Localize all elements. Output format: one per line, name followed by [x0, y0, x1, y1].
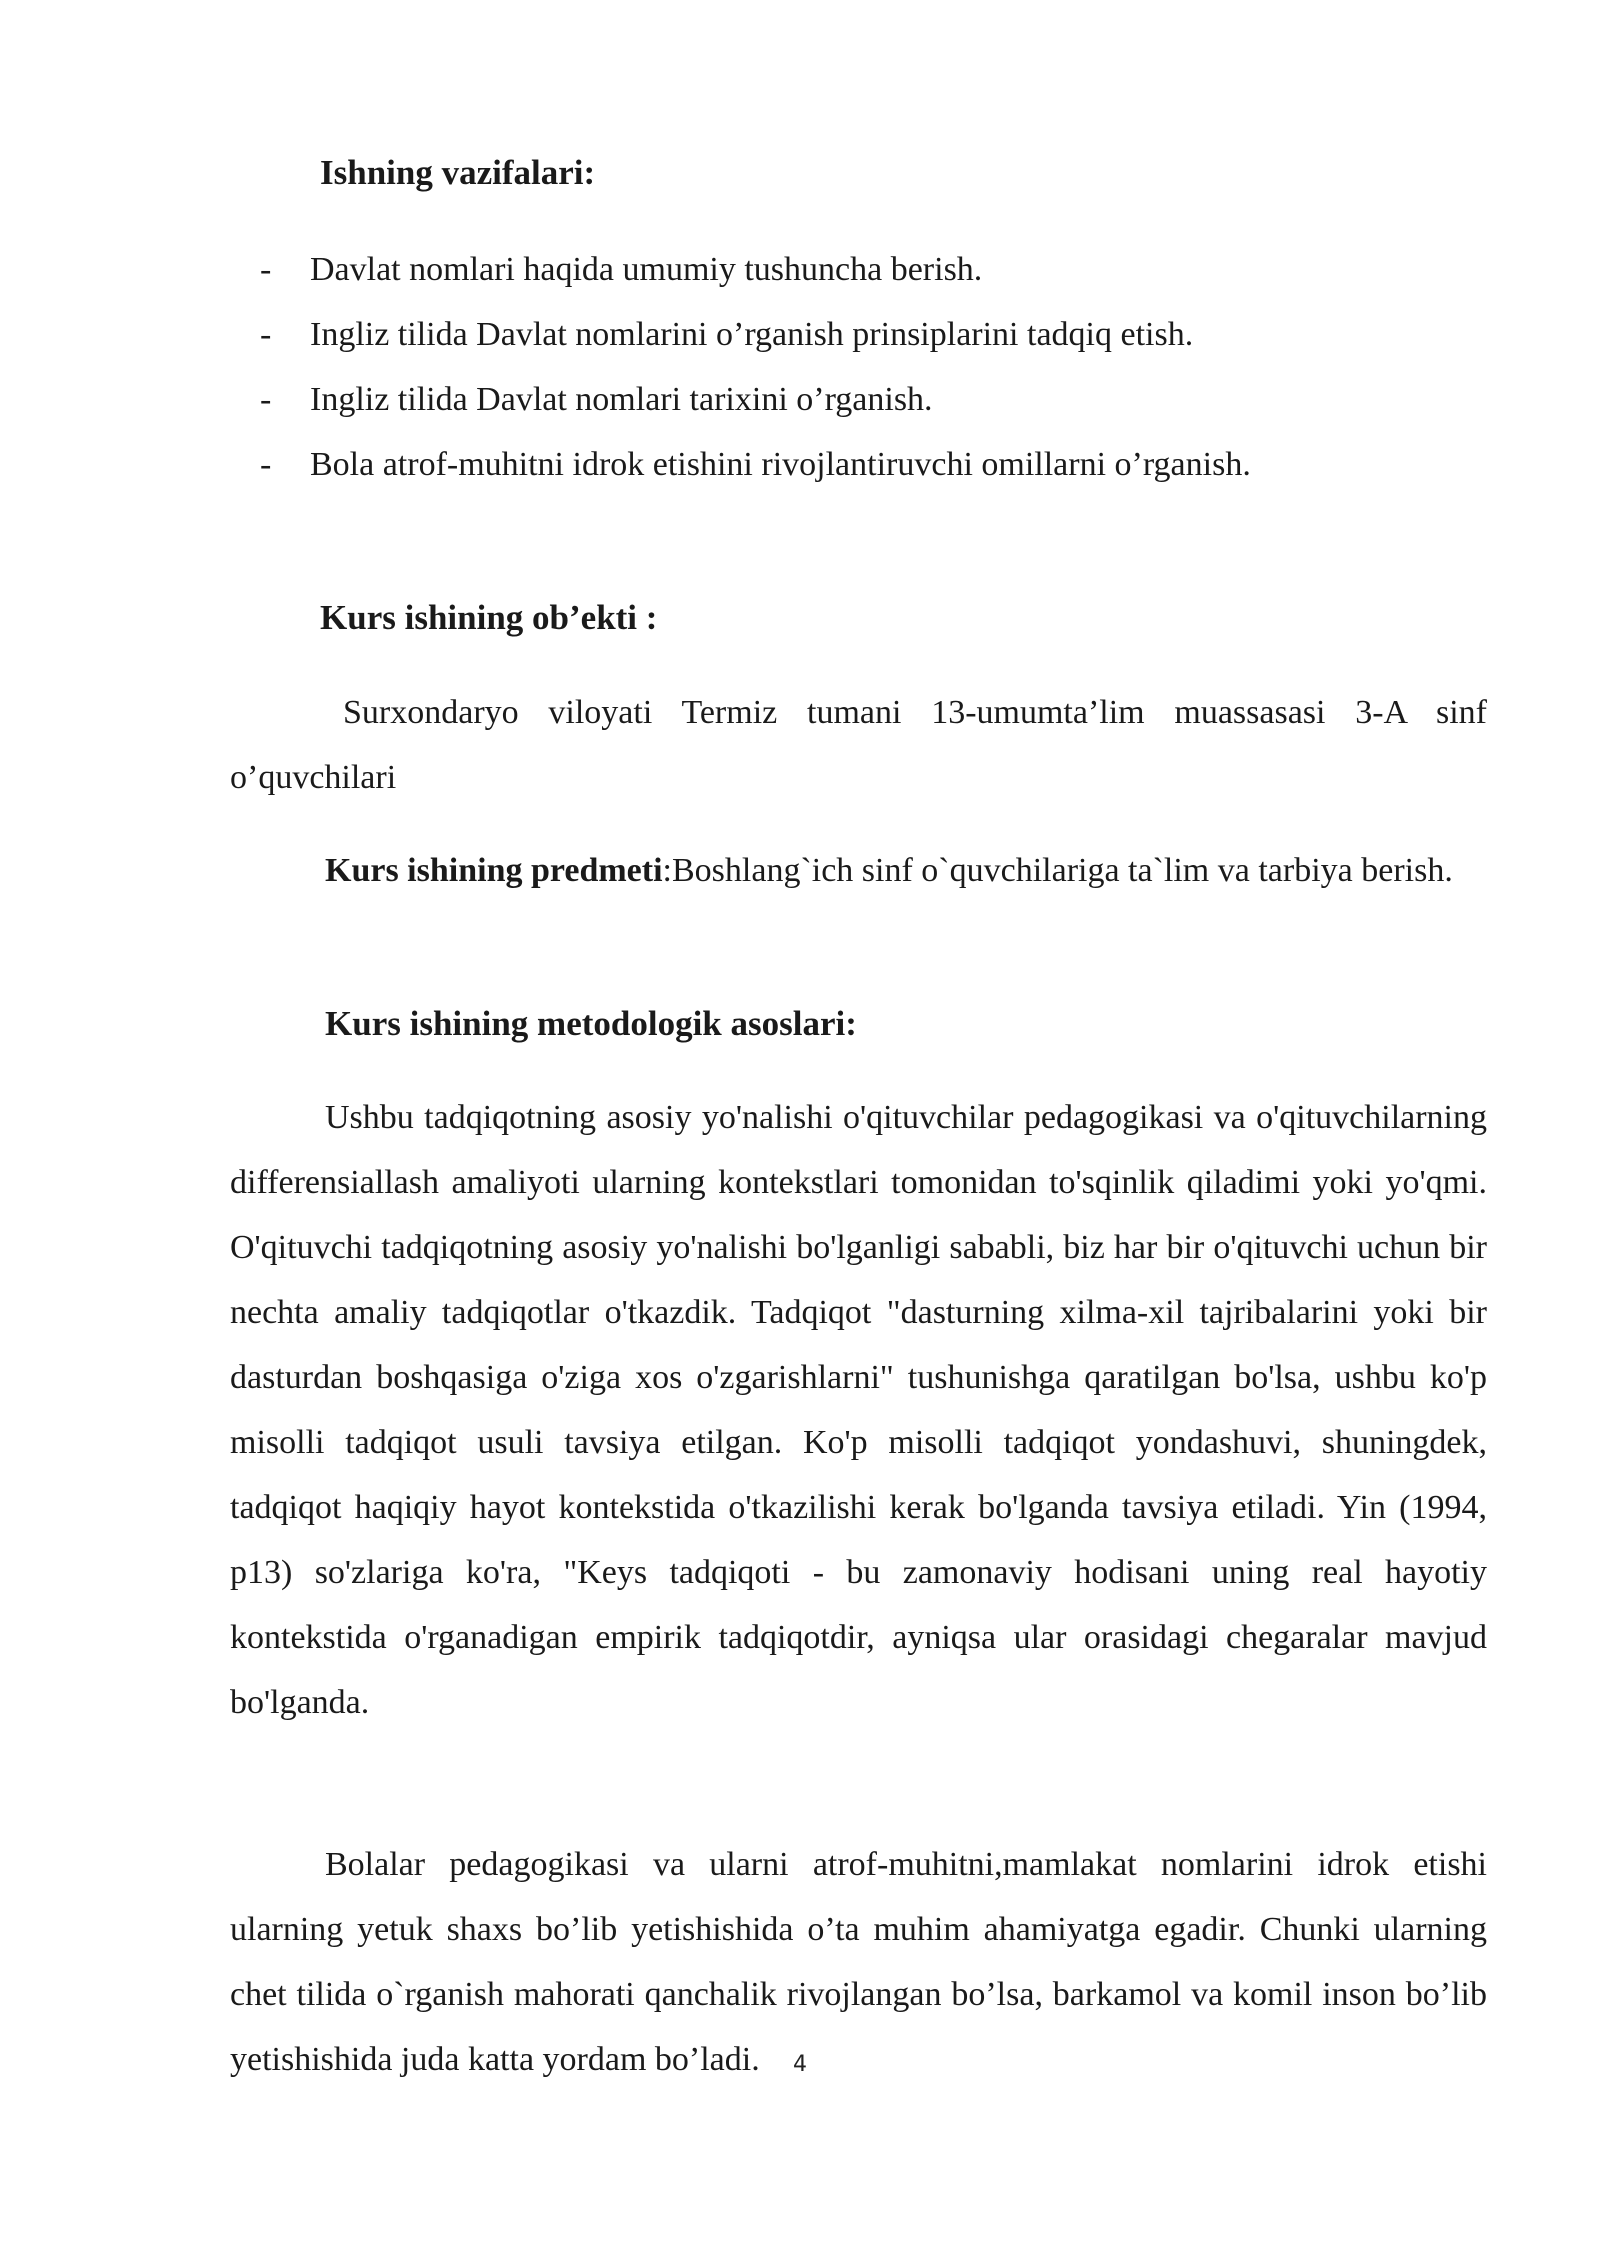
methodology-paragraph-1: Ushbu tadqiqotning asosiy yo'nalishi o'qituvchilar pedagogikasi va o'qituvchilarning differensiallash amaliyoti ularning kontekstlari tomonidan to'sqinlik qiladimi yoki yo'qmi. O'qituvchi tadqiqotning asosiy yo'nalishi bo'lganligi sababli, biz har bir o'qituvchi uchun bir nechta amaliy tadqiqotlar o'tkazdik. Tadqiqot "dasturning xilma-xil tajribalarini yoki bir dasturdan boshqasiga o'ziga xos o'zgarishlarni" tushunishga qaratilgan bo'lsa, ushbu ko'p misolli tadqiqot usuli tavsiya etilgan. Ko'p misolli tadqiqot yondashuvi, shuningdek, tadqiqot haqiqiy hayot kontekstida o'tkazilishi kerak bo'lganda tavsiya etiladi. Yin (1994, p13) so'zlariga ko'ra, "Keys tadqiqoti - bu zamonaviy hodisani uning real hayotiy kontekstida o'rganadigan empirik tadqiqotdir, ayniqsa ular orasidagi chegaralar mavjud bo'lganda.: [230, 1099, 1487, 1721]
bullet-dash: -: [260, 316, 272, 353]
page-number: 4: [793, 2052, 807, 2077]
subject-label: Kurs ishining predmeti: [325, 852, 663, 889]
bullet-dash: -: [260, 446, 272, 483]
subject-paragraph: [230, 838, 1487, 903]
tasks-list: [260, 245, 1510, 505]
bullet-dash: -: [260, 251, 272, 288]
object-text: Surxondaryo viloyati Termiz tumani 13-umumta’lim muassasasi 3-A sinf o’quvchilari: [230, 694, 1487, 796]
list-item: [260, 440, 1510, 505]
methodology-heading: Kurs ishining metodologik asoslari:: [325, 1004, 857, 1043]
bullet-dash: -: [260, 381, 272, 418]
list-item: [260, 375, 1510, 440]
task-text: Ingliz tilida Davlat nomlari tarixini o’rganish.: [310, 381, 933, 418]
task-text: Bola atrof-muhitni idrok etishini rivojlantiruvchi omillarni o’rganish.: [310, 446, 1251, 483]
methodology-paragraph-2: Bolalar pedagogikasi va ularni atrof-muhitni,mamlakat nomlarini idrok etishi ularning yetuk shaxs bo’lib yetishishida o’ta muhim ahamiyatga egadir. Chunki ularning chet tilida o`rganish mahorati qanchalik rivojlangan bo’lsa, barkamol va komil inson bo’lib yetishishida juda katta yordam bo’ladi.: [230, 1846, 1487, 2078]
task-text: Davlat nomlari haqida umumiy tushuncha berish.: [310, 251, 983, 288]
list-item: [260, 310, 1510, 375]
task-text: Ingliz tilida Davlat nomlarini o’rganish prinsiplarini tadqiq etish.: [310, 316, 1194, 353]
tasks-heading: Ishning vazifalari:: [320, 153, 596, 192]
object-heading: Kurs ishining ob’ekti :: [320, 598, 658, 637]
subject-text: :Boshlang`ich sinf o`quvchilariga ta`lim va tarbiya berish.: [662, 852, 1453, 889]
list-item: [260, 245, 1510, 310]
